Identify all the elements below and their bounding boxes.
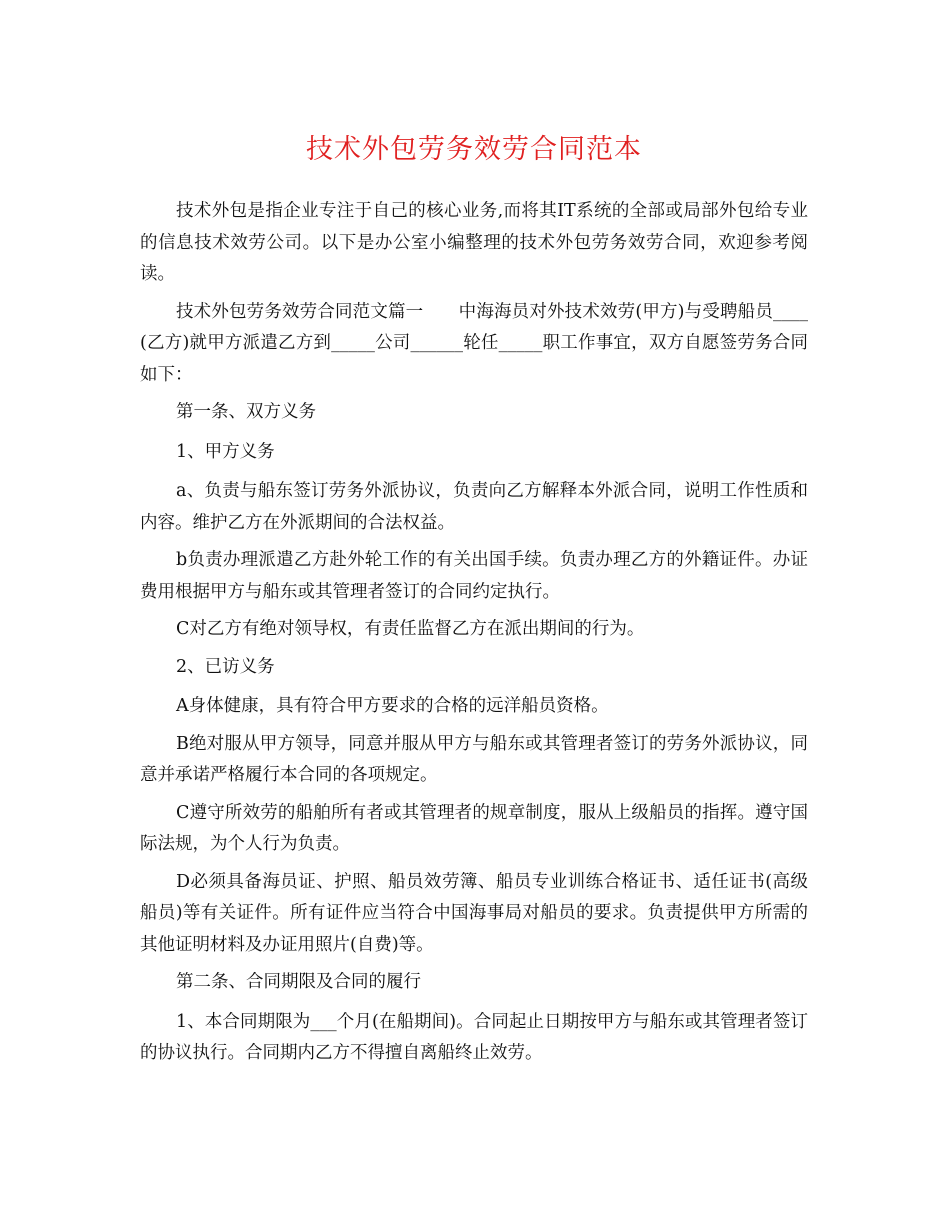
party-b-duty-d: D必须具备海员证、护照、船员效劳簿、船员专业训练合格证书、适任证书(高级船员)等有关证件。所有证件应当符合中国海事局对船员的要求。负责提供甲方所需的其他证明材料及办证用照片(自费)等。 <box>140 871 808 955</box>
party-a-duties-heading: 1、甲方义务 <box>176 441 275 462</box>
intro-paragraph: 技术外包是指企业专注于自己的核心业务,而将其IT系统的全部或局部外包给专业的信息技术效劳公司。以下是办公室小编整理的技术外包劳务效劳合同，欢迎参考阅读。 <box>140 201 808 284</box>
party-b-duty-b: B绝对服从甲方领导，同意并服从甲方与船东或其管理者签订的劳务外派协议，同意并承诺严格履行本合同的各项规定。 <box>140 733 808 785</box>
contract-preamble-paragraph: 技术外包劳务效劳合同范文篇一 中海海员对外技术效劳(甲方)与受聘船员____(乙方)就甲方派遣乙方到_____公司______轮任_____职工作事宜，双方自愿签劳务合同如下： <box>140 301 808 385</box>
party-a-duty-b: b负责办理派遣乙方赴外轮工作的有关出国手续。负责办理乙方的外籍证件。办证费用根据甲方与船东或其管理者签订的合同约定执行。 <box>140 550 808 602</box>
contract-term-paragraph: 1、本合同期限为___个月(在船期间)。合同起止日期按甲方与船东或其管理者签订的协议执行。合同期内乙方不得擅自离船终止效劳。 <box>140 1011 808 1063</box>
article-2-heading: 第二条、合同期限及合同的履行 <box>176 972 421 992</box>
document-title: 技术外包劳务效劳合同范本 <box>306 134 642 165</box>
party-a-duty-a: a、负责与船东签订劳务外派协议，负责向乙方解释本外派合同，说明工作性质和内容。维护乙方在外派期间的合法权益。 <box>140 481 808 533</box>
article-1-heading: 第一条、双方义务 <box>176 402 316 422</box>
party-b-duty-a: A身体健康，具有符合甲方要求的合格的远洋船员资格。 <box>176 696 609 716</box>
party-b-duty-c: C遵守所效劳的船舶所有者或其管理者的规章制度，服从上级船员的指挥。遵守国际法规，为个人行为负责。 <box>140 802 808 854</box>
document-body <box>140 196 808 1070</box>
party-a-duty-c: C对乙方有绝对领导权，有责任监督乙方在派出期间的行为。 <box>176 619 645 639</box>
party-b-duties-heading: 2、已访义务 <box>176 656 275 677</box>
